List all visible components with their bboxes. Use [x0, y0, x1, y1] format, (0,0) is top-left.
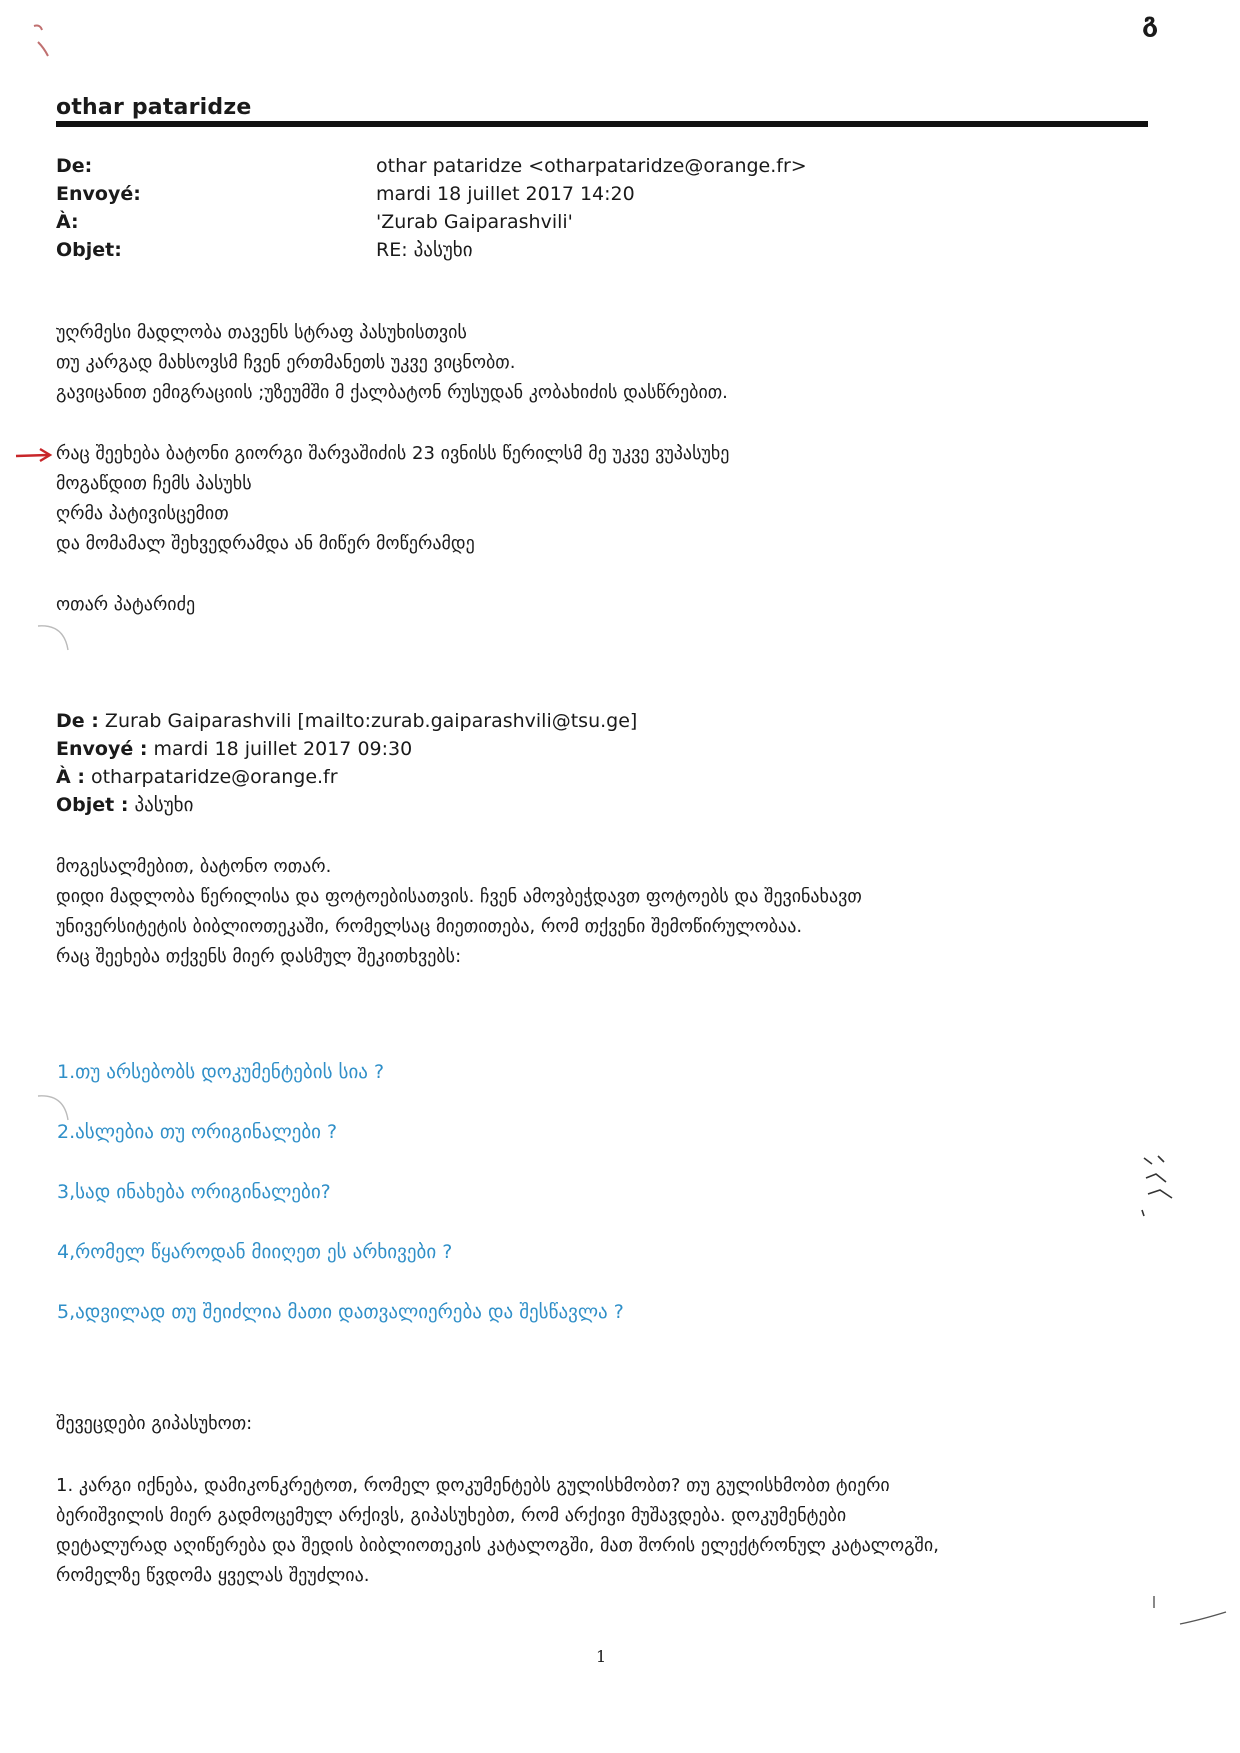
reply-line: ღრმა პატივისცემით [56, 503, 229, 524]
answer-line: 1. კარგი იქნება, დამიკონკრეტოთ, რომელ დოკუმენტებს გულისხმობთ? თუ გულისხმობთ ტიერი [56, 1475, 890, 1496]
original-subject-value: პასუხი [134, 794, 194, 816]
original-to-value: otharpataridze@orange.fr [90, 766, 338, 788]
reply-line: თუ კარგად მახსოვსმ ჩვენ ერთმანეთს უკვე ვიცნობთ. [56, 352, 516, 373]
original-subject-label: Objet : [56, 794, 129, 816]
original-body-line: უნივერსიტეტის ბიბლიოთეკაში, რომელსაც მიეთითება, რომ თქვენი შემოწირულობაა. [56, 916, 803, 937]
right-edge-tick [1150, 1590, 1230, 1630]
question-item: 1.თუ არსებობს დოკუმენტების სია ? [57, 1061, 385, 1083]
question-item: 3,სად ინახება ორიგინალები? [57, 1181, 331, 1203]
reply-line: და მომამალ შეხვედრამდა ან მიწერ მოწერამდე [56, 533, 475, 554]
reply-signature: ოთარ პატარიძე [56, 594, 196, 615]
page-number: 1 [596, 1647, 607, 1666]
original-sent-row [56, 738, 412, 760]
header-from-value: othar pataridze <otharpataridze@orange.fr> [376, 155, 807, 177]
original-sent-label: Envoyé : [56, 738, 148, 760]
original-from-value: Zurab Gaiparashvili [mailto:zurab.gaiparashvili@tsu.ge] [104, 710, 638, 732]
header-to-label: À: [56, 211, 79, 233]
reply-line: მოგაწდით ჩემს პასუხს [56, 473, 252, 494]
answer-line: რომელზე წვდომა ყველას შეუძლია. [56, 1565, 370, 1586]
header-from-label: De: [56, 155, 93, 177]
question-item: 2.ასლებია თუ ორიგინალები ? [57, 1121, 338, 1143]
original-greeting: მოგესალმებით, ბატონო ოთარ. [56, 856, 332, 877]
sender-name-heading: othar pataridze [56, 95, 252, 120]
header-sent-label: Envoyé: [56, 183, 141, 205]
reply-line: უღრმესი მადლობა თავენს სტრაფ პასუხისთვის [56, 322, 467, 343]
header-to-value: 'Zurab Gaiparashvili' [376, 211, 573, 233]
red-arrow-annotation [14, 446, 56, 464]
original-to-label: À : [56, 766, 85, 788]
answer-line: დეტალურად აღიწერება და შედის ბიბლიოთეკის კატალოგში, მათ შორის ელექტრონულ კატალოგში, [56, 1535, 939, 1556]
answer-intro: შევეცდები გიპასუხოთ: [56, 1413, 253, 1434]
question-item: 5,ადვილად თუ შეიძლია მათი დათვალიერება და შესწავლა ? [57, 1301, 624, 1323]
original-from-row [56, 710, 637, 732]
reply-line: გავიცანით ემიგრაციის ;უზეუმში მ ქალბატონ რუსუდან კობახიძის დასწრებით. [56, 382, 728, 403]
header-subject-label: Objet: [56, 239, 122, 261]
header-subject-value: RE: პასუხი [376, 239, 473, 261]
original-subject-row [56, 794, 193, 816]
original-body-line: დიდი მადლობა წერილისა და ფოტოებისათვის. ჩვენ ამოვბეჭდავთ ფოტოებს და შევინახავთ [56, 886, 862, 907]
scan-speck-top-left [30, 22, 54, 62]
reply-line: რაც შეეხება ბატონი გიორგი შარვაშიძის 23 ივნისს წერილსმ მე უკვე ვუპასუხე [56, 443, 730, 464]
original-body-line: რაც შეეხება თქვენს მიერ დასმულ შეკითხვებს: [56, 946, 462, 967]
original-to-row [56, 766, 338, 788]
scan-circle-mark [34, 620, 74, 656]
question-item: 4,რომელ წყაროდან მიიღეთ ეს არხივები ? [57, 1241, 453, 1263]
original-from-label: De : [56, 710, 99, 732]
corner-handwritten-mark: გ [1142, 8, 1159, 38]
original-sent-value: mardi 18 juillet 2017 09:30 [153, 738, 413, 760]
answer-line: ბერიშვილის მიერ გადმოცემულ არქივს, გიპასუხებთ, რომ არქივი მუშავდება. დოკუმენტები [56, 1505, 847, 1526]
header-sent-value: mardi 18 juillet 2017 14:20 [376, 183, 635, 205]
margin-handwriting-mark [1138, 1150, 1188, 1220]
heading-rule [56, 121, 1148, 127]
